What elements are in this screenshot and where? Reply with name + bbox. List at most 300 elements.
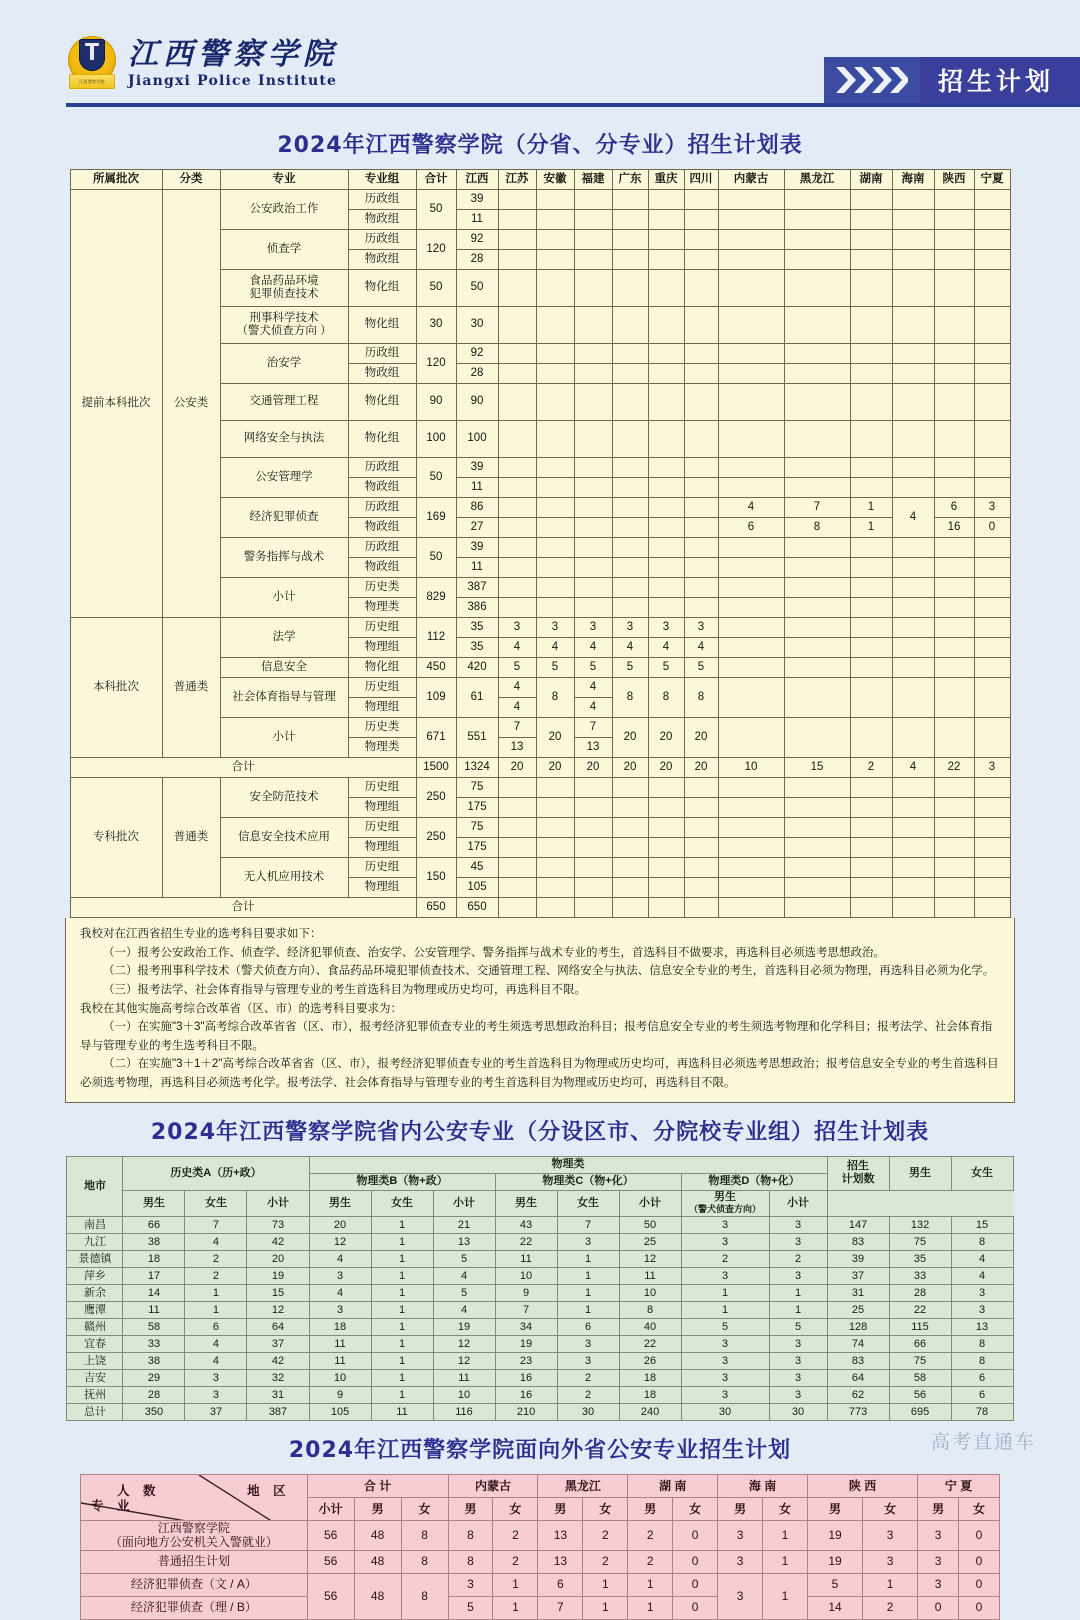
table2-title: 2024年江西警察学院省内公安专业（分设区市、分院校专业组）招生计划表 (150, 1119, 930, 1145)
cell-chongqing (648, 498, 684, 518)
cell-anhui (536, 778, 574, 798)
cell-b-male: 9 (309, 1386, 371, 1403)
th-physics-c: 物理类C（物+化） (495, 1173, 681, 1190)
cell-jiangsu: 13 (498, 738, 536, 758)
cell-neimenggu (718, 384, 784, 421)
cell-value: 6 (538, 1573, 583, 1596)
cell-chongqing: 3 (648, 618, 684, 638)
cell-total-value: 20 (684, 758, 718, 778)
cell-sichuan (684, 230, 718, 250)
cell-a-female: 1 (185, 1301, 247, 1318)
cell-hainan (892, 478, 934, 498)
cell-jiangxi: 92 (456, 344, 498, 364)
cell-plan: 147 (827, 1216, 889, 1233)
cell-jiangxi: 39 (456, 190, 498, 210)
cell-jiangsu (498, 898, 536, 918)
table-row (67, 1267, 1013, 1284)
cell-sichuan (684, 307, 718, 344)
cell-major-group: 历史组 (348, 858, 416, 878)
cell-b-male: 105 (309, 1403, 371, 1420)
cell-value: 1 (583, 1573, 628, 1596)
cell-neimenggu (718, 250, 784, 270)
th-sub-female: 女 (959, 1497, 1000, 1520)
cell-value: 8 (448, 1520, 493, 1550)
cell-chongqing: 8 (648, 678, 684, 718)
cell-chongqing (648, 598, 684, 618)
cell-jiangsu (498, 190, 536, 210)
cell-total-male: 75 (889, 1233, 951, 1250)
th-b-male: 男生 (309, 1190, 371, 1216)
cell-major-group: 物化组 (348, 658, 416, 678)
cell-a-male: 33 (123, 1335, 185, 1352)
cell-shaanxi (934, 307, 974, 344)
cell-shaanxi (934, 838, 974, 858)
cell-major: 公安管理学 (220, 458, 348, 498)
cell-c-male: 210 (495, 1403, 557, 1420)
cell-a-sub: 15 (247, 1284, 309, 1301)
cell-fujian (574, 818, 612, 838)
cell-anhui (536, 458, 574, 478)
cell-hunan (850, 190, 892, 210)
cell-major: 信息安全技术应用 (220, 818, 348, 858)
cell-guangdong: 4 (612, 638, 648, 658)
table-row-total (70, 758, 1010, 778)
cell-major: 小计 (220, 578, 348, 618)
cell-major-group: 物化组 (348, 384, 416, 421)
table-row (67, 1369, 1013, 1386)
cell-major-group: 物理组 (348, 698, 416, 718)
cell-anhui: 4 (536, 638, 574, 658)
cell-value: 3 (718, 1550, 763, 1573)
cell-sichuan (684, 458, 718, 478)
cell-value: 7 (538, 1596, 583, 1619)
cell-total-label: 合计 (70, 898, 416, 918)
cell-total-value: 650 (416, 898, 456, 918)
cell-value: 3 (918, 1573, 959, 1596)
cell-neimenggu (718, 718, 784, 758)
cell-total-value: 22 (934, 758, 974, 778)
corner-label-count: 人 数 (117, 1483, 161, 1498)
cell-total-male: 75 (889, 1352, 951, 1369)
cell-heilongjiang (784, 678, 850, 718)
cell-neimenggu (718, 421, 784, 458)
table3-corner-cell (81, 1474, 308, 1520)
cell-c-male: 11 (495, 1250, 557, 1267)
cell-fujian (574, 270, 612, 307)
th-physics-d: 物理类D（物+化） (681, 1173, 827, 1190)
cell-value: 3 (448, 1573, 493, 1596)
cell-b-female: 1 (371, 1335, 433, 1352)
cell-major-group: 物政组 (348, 518, 416, 538)
cell-fujian (574, 364, 612, 384)
cell-fujian (574, 858, 612, 878)
cell-jiangxi: 11 (456, 478, 498, 498)
cell-plan: 64 (827, 1369, 889, 1386)
cell-city: 景德镇 (67, 1250, 123, 1267)
cell-hainan (892, 344, 934, 364)
cell-jiangsu (498, 210, 536, 230)
cell-city: 南昌 (67, 1216, 123, 1233)
cell-a-female: 2 (185, 1250, 247, 1267)
cell-value: 0 (673, 1573, 718, 1596)
cell-guangdong (612, 421, 648, 458)
cell-anhui (536, 518, 574, 538)
cell-guangdong (612, 250, 648, 270)
note-line: （二）报考刑事科学技术（警犬侦查方向）、食品药品环境犯罪侦查技术、交通管理工程、网络安全与执法、信息安全专业的考生，首选科目必须为物理，再选科目必须为化学。 (103, 965, 995, 978)
cell-jiangsu (498, 878, 536, 898)
table1-header-row (70, 170, 1010, 190)
cell-fujian (574, 838, 612, 858)
cell-guangdong (612, 210, 648, 230)
table-provincial-major-plan (70, 169, 1011, 918)
th-physics-b: 物理类B（物+政） (309, 1173, 495, 1190)
cell-major: 经济犯罪侦查 (220, 498, 348, 538)
cell-value: 0 (673, 1596, 718, 1619)
cell-d-sub: 3 (769, 1216, 827, 1233)
cell-a-female: 3 (185, 1369, 247, 1386)
table-row (67, 1318, 1013, 1335)
cell-a-sub: 19 (247, 1267, 309, 1284)
cell-chongqing (648, 818, 684, 838)
cell-d-male: 3 (681, 1386, 769, 1403)
cell-total-female: 15 (951, 1216, 1013, 1233)
cell-b-female: 1 (371, 1301, 433, 1318)
cell-total-female: 4 (951, 1250, 1013, 1267)
cell-c-male: 10 (495, 1267, 557, 1284)
th-b-female: 女生 (371, 1190, 433, 1216)
cell-total-value: 650 (456, 898, 498, 918)
table3-title: 2024年江西警察学院面向外省公安专业招生计划 (288, 1437, 792, 1463)
th-physics: 物理类 (309, 1156, 827, 1173)
cell-a-sub: 42 (247, 1352, 309, 1369)
cell-c-sub: 18 (619, 1386, 681, 1403)
institute-name-cn: 江西警察学院 (128, 36, 338, 72)
cell-jiangxi: 386 (456, 598, 498, 618)
cell-sichuan (684, 518, 718, 538)
cell-d-sub: 3 (769, 1369, 827, 1386)
cell-jiangxi: 35 (456, 618, 498, 638)
cell-ningxia (974, 421, 1010, 458)
cell-value: 2 (628, 1550, 673, 1573)
cell-hainan (892, 798, 934, 818)
cell-major: 警务指挥与战术 (220, 538, 348, 578)
cell-total-female: 13 (951, 1318, 1013, 1335)
cell-anhui (536, 364, 574, 384)
th-sub-male: 男 (718, 1497, 763, 1520)
th-a-sub: 小计 (247, 1190, 309, 1216)
cell-major: 小计 (220, 718, 348, 758)
cell-hunan (850, 858, 892, 878)
cell-major-group: 物理组 (348, 878, 416, 898)
cell-b-male: 11 (309, 1335, 371, 1352)
cell-c-female: 6 (557, 1318, 619, 1335)
cell-ningxia (974, 578, 1010, 598)
cell-b-sub: 13 (433, 1233, 495, 1250)
cell-total: 829 (416, 578, 456, 618)
cell-guangdong (612, 878, 648, 898)
cell-ningxia (974, 798, 1010, 818)
cell-neimenggu (718, 858, 784, 878)
cell-jiangxi: 175 (456, 798, 498, 818)
th-chongqing: 重庆 (648, 170, 684, 190)
cell-value: 13 (538, 1550, 583, 1573)
cell-value: 0 (673, 1550, 718, 1573)
cell-chongqing (648, 210, 684, 230)
table-row (81, 1596, 1000, 1619)
cell-total-label: 合计 (70, 758, 416, 778)
cell-b-sub: 4 (433, 1301, 495, 1318)
cell-d-male: 3 (681, 1335, 769, 1352)
cell-jiangsu (498, 250, 536, 270)
cell-sichuan (684, 344, 718, 364)
cell-value: 8 (448, 1550, 493, 1573)
cell-c-female: 2 (557, 1386, 619, 1403)
cell-c-female: 3 (557, 1233, 619, 1250)
cell-jiangxi: 39 (456, 458, 498, 478)
cell-value: 3 (918, 1550, 959, 1573)
cell-chongqing (648, 364, 684, 384)
cell-fujian: 3 (574, 618, 612, 638)
cell-sichuan (684, 270, 718, 307)
crest-motto: 江西警察学院 (79, 79, 105, 84)
cell-heilongjiang (784, 190, 850, 210)
cell-value: 2 (583, 1550, 628, 1573)
cell-major-group: 历史组 (348, 618, 416, 638)
cell-heilongjiang (784, 307, 850, 344)
cell-jiangxi: 11 (456, 210, 498, 230)
cell-fujian (574, 230, 612, 250)
cell-chongqing (648, 478, 684, 498)
cell-hainan: 4 (892, 498, 934, 538)
cell-sichuan: 8 (684, 678, 718, 718)
cell-chongqing (648, 230, 684, 250)
cell-hunan (850, 658, 892, 678)
cell-jiangsu: 7 (498, 718, 536, 738)
cell-hainan (892, 230, 934, 250)
cell-jiangsu (498, 307, 536, 344)
table-row (67, 1335, 1013, 1352)
cell-anhui (536, 498, 574, 518)
cell-chongqing: 20 (648, 718, 684, 758)
cell-shaanxi (934, 638, 974, 658)
cell-major: 网络安全与执法 (220, 421, 348, 458)
cell-anhui: 3 (536, 618, 574, 638)
cell-major: 交通管理工程 (220, 384, 348, 421)
cell-hainan (892, 364, 934, 384)
cell-fujian: 5 (574, 658, 612, 678)
cell-c-male: 7 (495, 1301, 557, 1318)
header-banner-tag (824, 57, 1080, 103)
cell-major: 食品药品环境 犯罪侦查技术 (220, 270, 348, 307)
cell-neimenggu (718, 638, 784, 658)
cell-heilongjiang (784, 718, 850, 758)
cell-hunan (850, 878, 892, 898)
cell-heilongjiang (784, 818, 850, 838)
cell-a-female: 4 (185, 1335, 247, 1352)
cell-value: 56 (307, 1550, 354, 1573)
cell-anhui (536, 818, 574, 838)
cell-value: 1 (628, 1596, 673, 1619)
cell-b-sub: 19 (433, 1318, 495, 1335)
cell-merged-hainan-male: 3 (718, 1573, 763, 1619)
cell-neimenggu (718, 898, 784, 918)
cell-jiangsu (498, 478, 536, 498)
cell-total-female: 6 (951, 1386, 1013, 1403)
cell-neimenggu (718, 307, 784, 344)
th-anhui: 安徽 (536, 170, 574, 190)
cell-c-sub: 50 (619, 1216, 681, 1233)
th-total-male: 男生 (889, 1156, 951, 1190)
th-sub-male: 男 (628, 1497, 673, 1520)
cell-hainan (892, 818, 934, 838)
cell-anhui (536, 558, 574, 578)
th-sub-female: 女 (401, 1497, 448, 1520)
th-ningxia: 宁夏 (974, 170, 1010, 190)
cell-total-value: 20 (648, 758, 684, 778)
cell-ningxia (974, 618, 1010, 638)
cell-hunan (850, 307, 892, 344)
cell-shaanxi (934, 598, 974, 618)
cell-guangdong (612, 558, 648, 578)
cell-neimenggu (718, 798, 784, 818)
cell-guangdong (612, 818, 648, 838)
cell-a-female: 3 (185, 1386, 247, 1403)
cell-fujian (574, 798, 612, 818)
cell-anhui (536, 421, 574, 458)
cell-row-label: 江西警察学院 （面向地方公安机关入警就业） (81, 1520, 308, 1550)
cell-hunan (850, 384, 892, 421)
cell-major-group: 历政组 (348, 498, 416, 518)
cell-jiangxi: 45 (456, 858, 498, 878)
table2-header-row-3 (67, 1190, 1013, 1216)
cell-total-value: 4 (892, 758, 934, 778)
cell-total: 169 (416, 498, 456, 538)
cell-total-male: 28 (889, 1284, 951, 1301)
cell-heilongjiang (784, 898, 850, 918)
cell-jiangxi: 100 (456, 421, 498, 458)
cell-guangdong (612, 838, 648, 858)
cell-hunan (850, 230, 892, 250)
cell-major-group: 历政组 (348, 458, 416, 478)
th-total-female: 女生 (951, 1156, 1013, 1190)
cell-hainan (892, 838, 934, 858)
cell-d-sub: 3 (769, 1335, 827, 1352)
cell-total: 450 (416, 658, 456, 678)
cell-guangdong (612, 384, 648, 421)
cell-fujian (574, 878, 612, 898)
th-region-shaanxi: 陕 西 (807, 1474, 917, 1497)
cell-neimenggu (718, 578, 784, 598)
cell-value: 0 (959, 1573, 1000, 1596)
cell-guangdong (612, 858, 648, 878)
cell-heilongjiang (784, 230, 850, 250)
cell-anhui (536, 307, 574, 344)
cell-fujian (574, 558, 612, 578)
th-major: 专业 (220, 170, 348, 190)
cell-chongqing (648, 518, 684, 538)
cell-heilongjiang (784, 558, 850, 578)
cell-hainan (892, 210, 934, 230)
cell-guangdong (612, 190, 648, 210)
cell-chongqing (648, 538, 684, 558)
table-row (81, 1520, 1000, 1550)
cell-jiangsu (498, 538, 536, 558)
cell-hunan (850, 558, 892, 578)
cell-city: 总计 (67, 1403, 123, 1420)
cell-jiangsu (498, 798, 536, 818)
cell-jiangxi: 61 (456, 678, 498, 718)
table-row (70, 618, 1010, 638)
cell-city: 九江 (67, 1233, 123, 1250)
cell-jiangxi: 11 (456, 558, 498, 578)
cell-guangdong (612, 538, 648, 558)
cell-sichuan (684, 578, 718, 598)
cell-c-female: 2 (557, 1369, 619, 1386)
th-history-a: 历史类A（历+政） (123, 1156, 309, 1190)
cell-shaanxi (934, 898, 974, 918)
th-shaanxi: 陕西 (934, 170, 974, 190)
th-a-female: 女生 (185, 1190, 247, 1216)
cell-c-male: 16 (495, 1386, 557, 1403)
cell-jiangxi: 50 (456, 270, 498, 307)
cell-hainan (892, 878, 934, 898)
cell-a-male: 28 (123, 1386, 185, 1403)
th-sub-male: 男 (448, 1497, 493, 1520)
cell-major-group: 历史组 (348, 678, 416, 698)
table-row (67, 1284, 1013, 1301)
cell-hunan (850, 798, 892, 818)
cell-fujian (574, 898, 612, 918)
cell-row-label: 经济犯罪侦查（理 / B） (81, 1596, 308, 1619)
cell-major-group: 历政组 (348, 190, 416, 210)
cell-a-female: 6 (185, 1318, 247, 1335)
cell-total-male: 58 (889, 1369, 951, 1386)
cell-total: 250 (416, 778, 456, 818)
cell-total-male: 56 (889, 1386, 951, 1403)
cell-c-female: 30 (557, 1403, 619, 1420)
cell-b-sub: 5 (433, 1284, 495, 1301)
th-d-male-dog: 男生 （警犬侦查方向） (681, 1190, 769, 1216)
cell-heilongjiang (784, 384, 850, 421)
th-sub-female: 女 (763, 1497, 808, 1520)
th-sub-male: 男 (918, 1497, 959, 1520)
cell-major-group: 物理类 (348, 598, 416, 618)
cell-guangdong (612, 778, 648, 798)
cell-heilongjiang: 7 (784, 498, 850, 518)
cell-shaanxi (934, 270, 974, 307)
cell-b-male: 4 (309, 1284, 371, 1301)
cell-anhui (536, 344, 574, 364)
th-sub-female: 女 (863, 1497, 918, 1520)
cell-value: 1 (583, 1596, 628, 1619)
cell-neimenggu (718, 210, 784, 230)
table1-notes (65, 918, 1015, 1103)
cell-guangdong (612, 364, 648, 384)
corner-label-major: 专 业 (91, 1498, 135, 1513)
watermark: 高考直通车 (930, 1432, 1036, 1453)
cell-a-sub: 12 (247, 1301, 309, 1318)
cell-merged-female: 8 (401, 1573, 448, 1619)
table-outprovince-plan (80, 1474, 1000, 1620)
cell-guangdong: 5 (612, 658, 648, 678)
cell-hunan (850, 538, 892, 558)
cell-jiangxi: 75 (456, 818, 498, 838)
cell-value: 1 (493, 1596, 538, 1619)
cell-jiangxi: 387 (456, 578, 498, 598)
cell-value: 1 (628, 1573, 673, 1596)
cell-major-group: 物理组 (348, 638, 416, 658)
cell-fujian (574, 384, 612, 421)
